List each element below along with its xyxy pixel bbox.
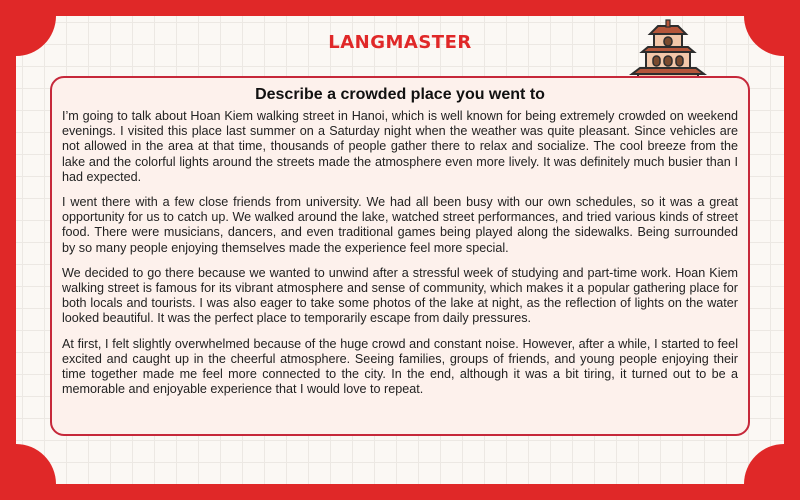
essay-paragraph: I went there with a few close friends from university. We had all been busy with our own schedules, so it was a great opportunity for us to catch up. We walked around the lake, watched street performances, and tried various kinds of street food. There were musicians, dancers, and even traditional games being played along the sidewalks. Being surrounded by so many people enjoying themselves made the experience feel more special.: [62, 195, 738, 255]
brand-logo: LANGMASTER: [328, 32, 472, 53]
corner-cutout: [16, 444, 56, 484]
corner-cutout: [744, 444, 784, 484]
card-title: Describe a crowded place you went to: [255, 86, 545, 103]
essay-paragraph: We decided to go there because we wanted to unwind after a stressful week of studying and part-time work. Hoan Kiem walking street is famous for its vibrant atmosphere and sense of community, which makes it a popular gathering place for both locals and tourists. I was also eager to take some photos of the lake at night, as the reflection of lights on the water looked beautiful. It was the perfect place to temporarily escape from daily pressures.: [62, 265, 738, 326]
essay-paragraph: At first, I felt slightly overwhelmed because of the huge crowd and constant noise. However, after a while, I started to feel excited and caught up in the cheerful atmosphere. Seeing families, groups of friends, and young people enjoying their time together made me feel more connected to the city. In the end, although it was a bit tiring, it turned out to be a memorable and enjoyable experience that I would love to repeat.: [62, 336, 738, 397]
essay-card: [50, 76, 750, 436]
essay-paragraph: I’m going to talk about Hoan Kiem walking street in Hanoi, which is well known for being extremely crowded on weekend evenings. I visited this place last summer on a Saturday night when the weather was quite pleasant. Since vehicles are not allowed in the area at that time, thousands of people gather there to relax and socialize. The cool breeze from the lake and the colorful lights around the streets made the atmosphere even more lively. It was definitely much busier than I had expected.: [62, 109, 738, 184]
